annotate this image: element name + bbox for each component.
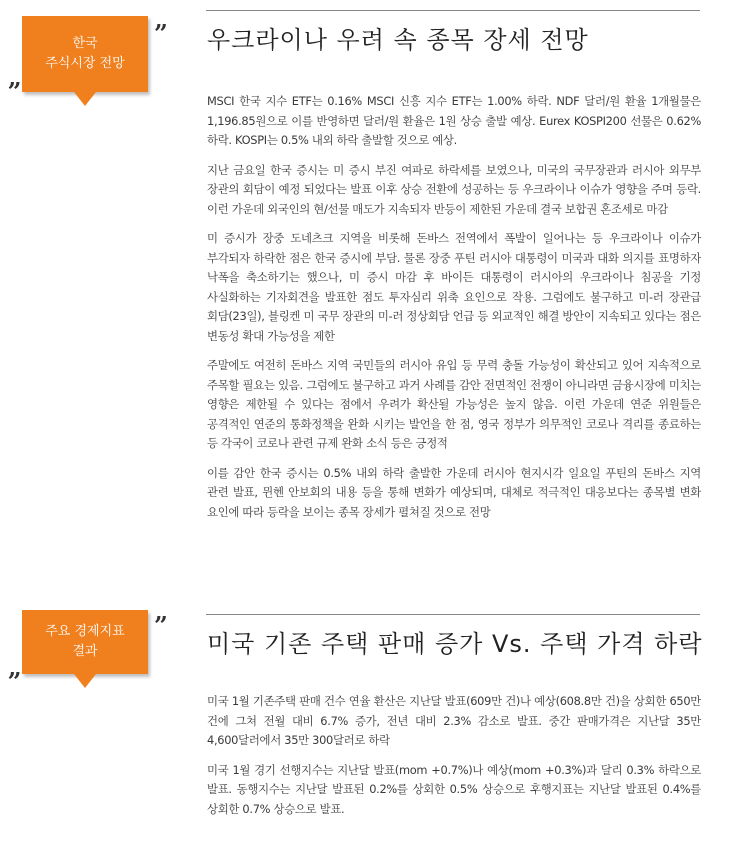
body-paragraph: 미 증시가 장중 도네츠크 지역을 비롯해 돈바스 전역에서 폭발이 일어나는 등 우크라이나 이슈가 부각되자 하락한 점은 한국 증시에 부담. 물론 장중 푸틴 러시아 대통령이 미국과 대화 의지를 표명하자 낙폭을 축소하기는 했으나, 미 증시 마감 후 바이든 대통령이 러시아의 우크라이나 침공을 기정 사실화하는 기자회견을 발표한 점도 투자심리 위축 요인으로 작용. 그럼에도 불구하고 미-러 장관급 회담(23일), 블링켄 미 국무 장관의 미-러 정상회담 언급 등 외교적인 해결 방안이 지속되고 있다는 점은 변동성 확대 가능성을 제한: [207, 231, 701, 343]
body-paragraph: 지난 금요일 한국 증시는 미 증시 부진 여파로 하락세를 보였으나, 미국의 국무장관과 러시아 외무부 장관의 회담이 예정 되었다는 발표 이후 상승 전환에 성공하는 등 우크라이나 이슈가 영향을 주며 등락. 이런 가운데 외국인의 현/선물 매도가 지속되자 반등이 제한된 가운데 결국 보합권 혼조세로 마감: [207, 162, 701, 216]
title-rule: [206, 10, 700, 11]
body-paragraph: 미국 1월 경기 선행지수는 지난달 발표(mom +0.7%)나 예상(mom +0.3%)과 달리 0.3% 하락으로 발표. 동행지수는 지난달 발표된 0.2%를 상회한 0.5% 상승으로 후행지표는 지난달 발표된 0.4%를 상회한 0.7% 상승으로 발표.: [207, 762, 701, 816]
section-label-badge: [8, 16, 168, 96]
section-title: 미국 기존 주택 판매 증가 Vs. 주택 가격 하락: [207, 630, 703, 658]
section-label-badge: [8, 610, 168, 690]
close-quote-mark: ”: [154, 19, 168, 48]
section-title: 우크라이나 우려 속 종목 장세 전망: [207, 26, 589, 54]
section-label-line1: 한국: [72, 36, 98, 51]
body-paragraph: 미국 1월 기존주택 판매 건수 연율 환산은 지난달 발표(609만 건)나 예상(608.8만 건)을 상회한 650만 건에 그쳐 전월 대비 6.7% 증가, 전년 대비 2.3% 감소로 발표. 중간 판매가격은 지난달 35만 4,600달러에서 35만 300달러로 하락: [207, 694, 701, 747]
open-quote-mark: „: [8, 653, 22, 682]
section-label-line1: 주요 경제지표: [45, 624, 125, 639]
title-rule: [206, 614, 700, 615]
body-paragraph: MSCI 한국 지수 ETF는 0.16% MSCI 신흥 지수 ETF는 1.00% 하락. NDF 달러/원 환율 1개월물은 1,196.85원으로 이를 반영하면 달러/원 환율은 1원 상승 출발 예상. Eurex KOSPI200 선물은 0.62% 하락. KOSPI는 0.5% 내외 하락 출발할 것으로 예상.: [207, 94, 701, 147]
section-label-box: [22, 16, 148, 92]
close-quote-mark: ”: [154, 611, 168, 640]
body-paragraph: 주말에도 여전히 돈바스 지역 국민들의 러시아 유입 등 무력 충돌 가능성이 확산되고 있어 지속적으로 주목할 필요는 있음. 그럼에도 불구하고 과거 사례를 감안 전면적인 전쟁이 아니라면 금융시장에 미치는 영향은 제한될 수 있다는 점에서 우려가 확산될 가능성은 높지 않음. 이런 가운데 연준 위원들은 공격적인 연준의 통화정책을 완화 시키는 발언을 한 점, 영국 정부가 의무적인 코로나 격리를 종료하는 등 각국이 코로나 관련 규제 완화 소식 등은 긍정적: [207, 358, 701, 450]
section-body: [207, 92, 701, 532]
section-label-line2: 주식시장 전망: [45, 56, 125, 71]
open-quote-mark: „: [8, 63, 22, 92]
section-label-box: [22, 610, 148, 674]
section-body: [207, 692, 701, 829]
body-paragraph: 이를 감안 한국 증시는 0.5% 내외 하락 출발한 가운데 러시아 현지시각 일요일 푸틴의 돈바스 지역 관련 발표, 뮌헨 안보회의 내용 등을 통해 변화가 예상되며, 대체로 적극적인 대응보다는 종목별 변화 요인에 따라 등락을 보이는 종목 장세가 펼쳐질 것으로 전망: [207, 465, 701, 519]
section-label-line2: 결과: [72, 644, 98, 659]
section-key-economic-indicators: [0, 604, 730, 856]
